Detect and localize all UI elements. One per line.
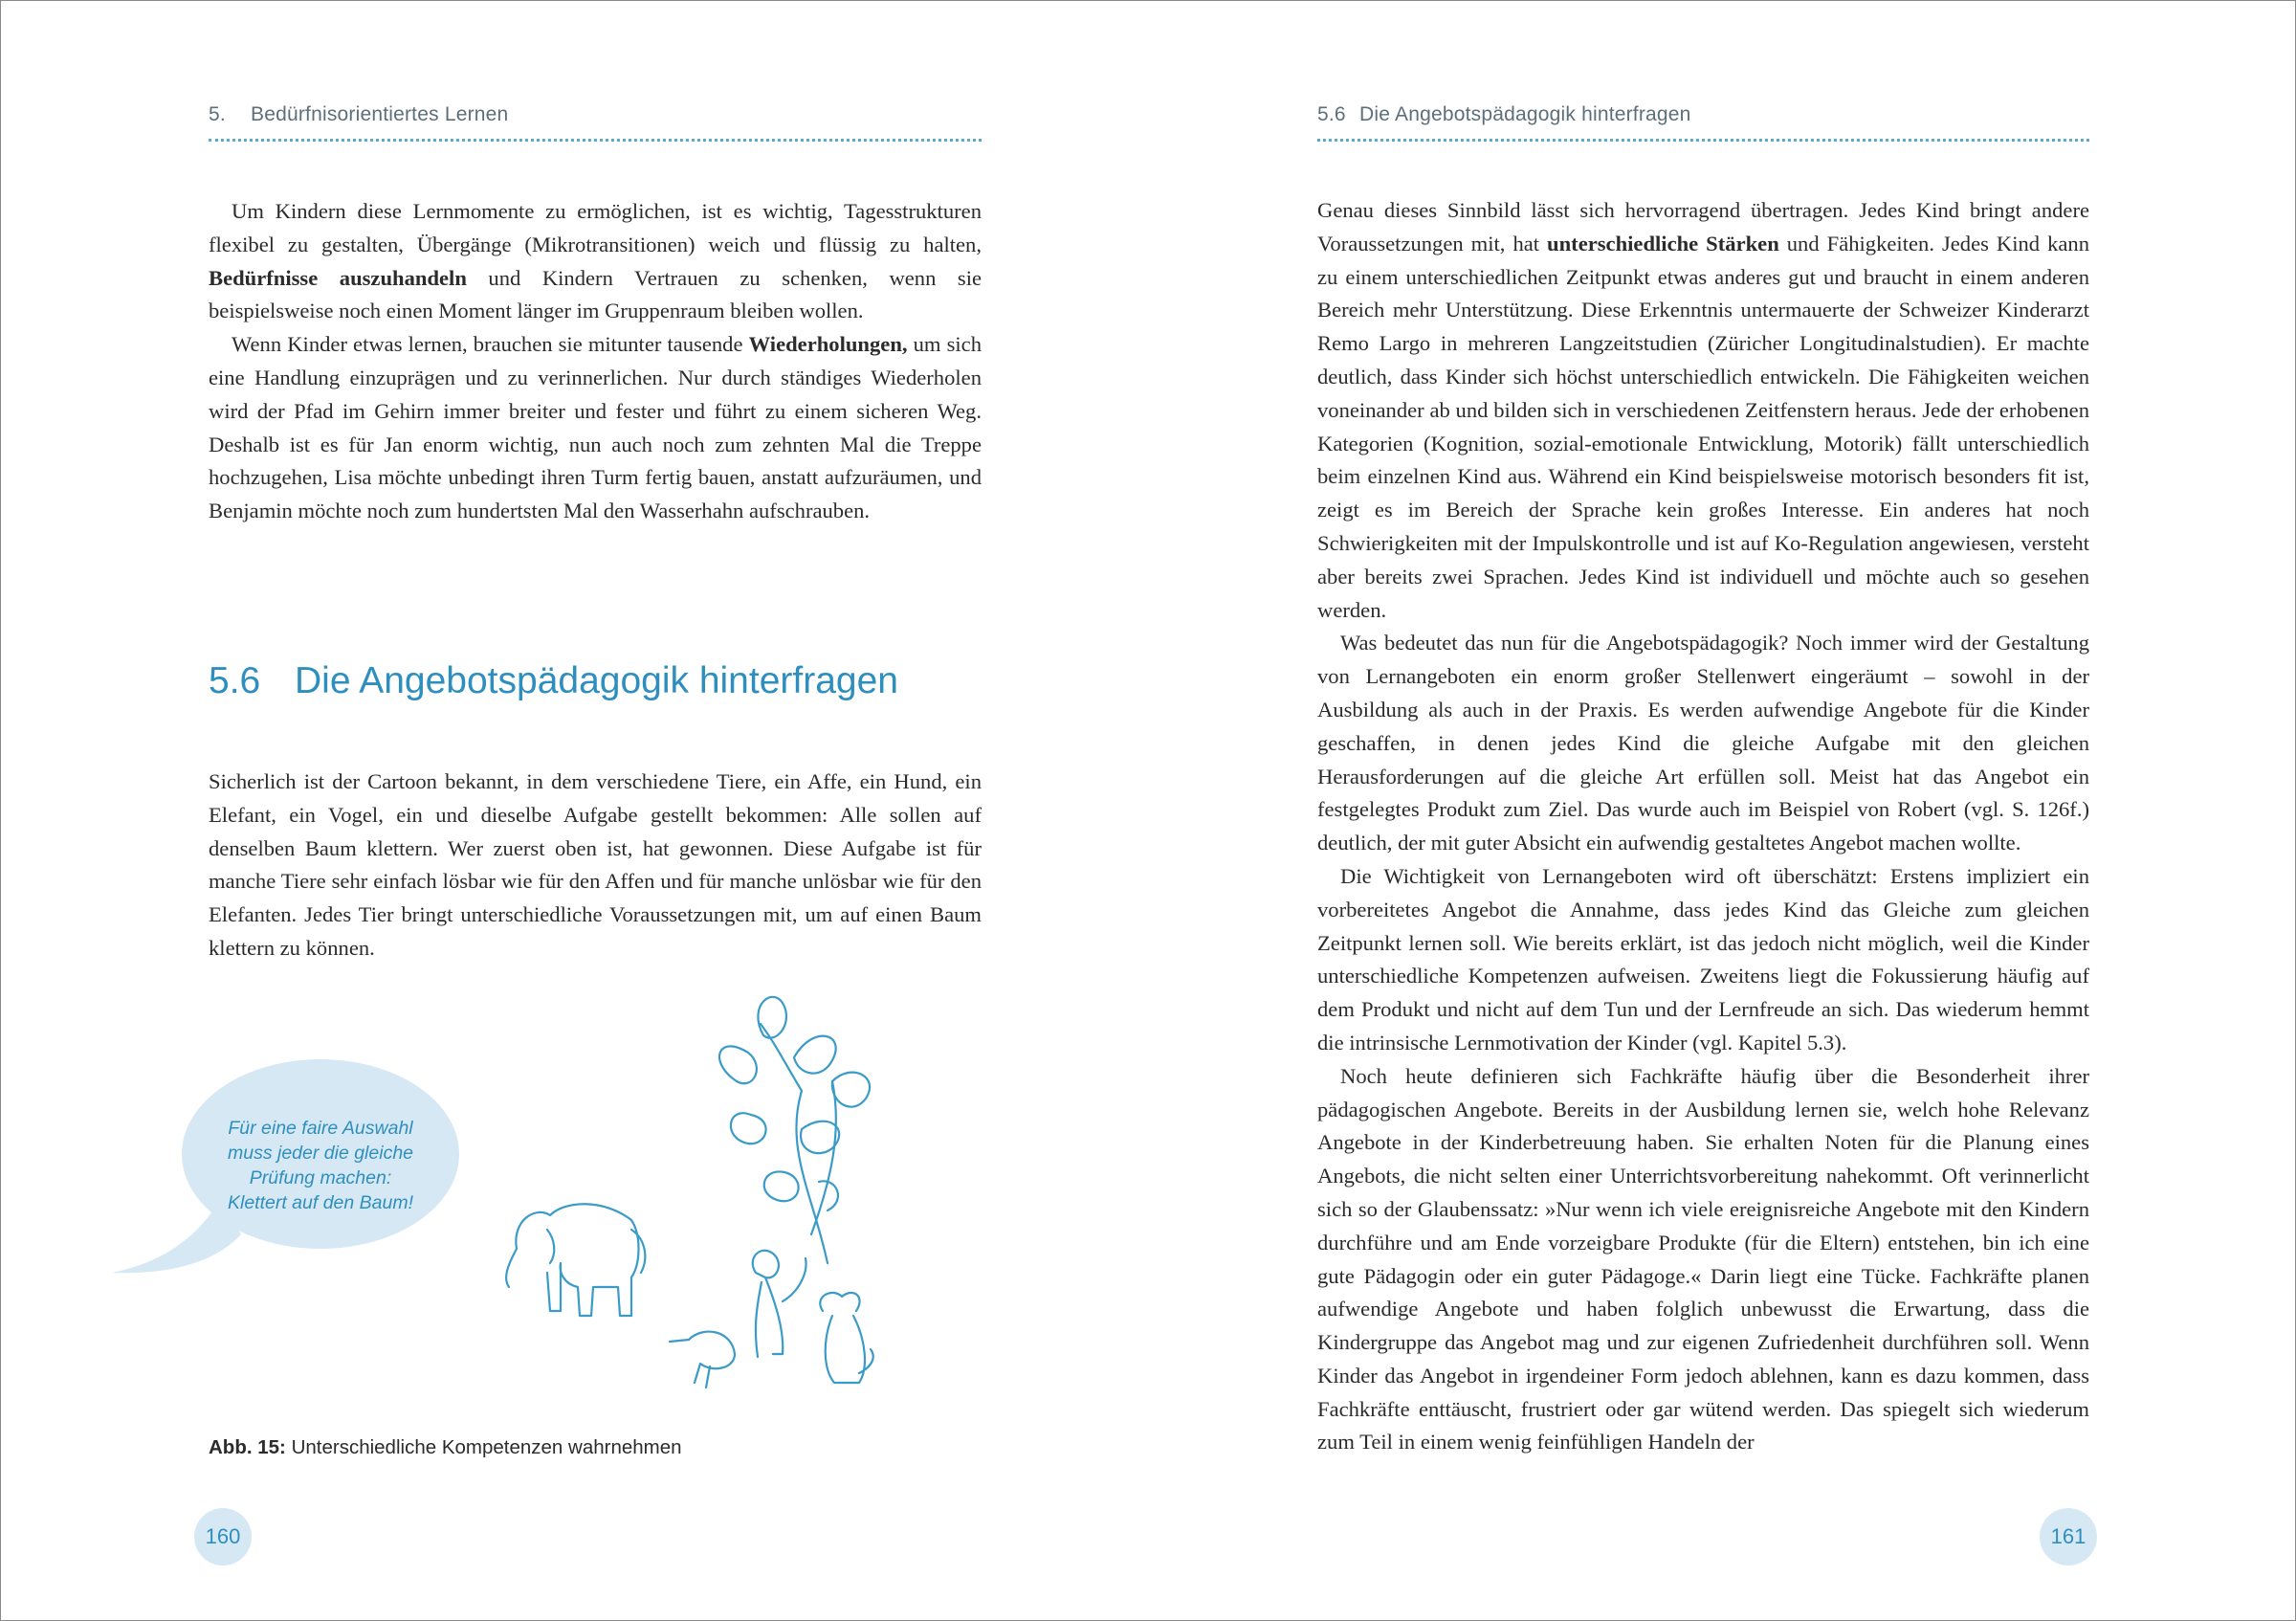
bold-term: unterschiedliche Stärken [1547, 231, 1779, 255]
speech-bubble-text [196, 1116, 445, 1215]
tree-animals-illustration [497, 986, 899, 1426]
page-number: 161 [2040, 1508, 2097, 1565]
text-run: um sich eine Handlung einzuprägen und zu verinnerlichen. Nur durch ständiges Wiederholen wird der Pfad im Gehirn immer breiter und fester und führt zu einem sicheren Weg. Deshalb ist es für Jan enorm wichtig, nun auch noch zum zehnten Mal die Treppe hochzugehen, Lisa möchte unbedingt ihren Turm fertig bauen, anstatt aufzuräumen, und Benjamin möchte noch zum hundertsten Mal den Wasserhahn aufschrauben. [209, 332, 982, 523]
bold-term: Bedürfnisse auszuhandeln [209, 265, 467, 290]
paragraph: Sicherlich ist der Cartoon bekannt, in dem verschiedene Tiere, ein Affe, ein Hund, ein Elefant, ein Vogel, ein und dieselbe Aufgabe gestellt bekommen: Alle sollen auf denselben Baum klettern. Wer zuerst oben ist, hat gewonnen. Diese Aufgabe ist für manche Tiere sehr einfach lösbar wie für den Affen und für manche unlösbar wie für den Elefanten. Jedes Tier bringt unterschiedliche Voraussetzungen mit, um auf einen Baum klettern zu können. [209, 769, 982, 960]
paragraph [209, 328, 982, 528]
section-text [209, 766, 982, 966]
bird-drawing [670, 1332, 735, 1388]
header-section-number: 5.6 [1317, 103, 1346, 125]
text-run: und Kindern Vertrauen zu schenken, wenn sie beispielsweise noch einen Moment länger im Gruppenraum bleiben wollen. [209, 265, 982, 323]
header-chapter-number: 5. [209, 103, 226, 125]
bubble-line: muss jeder die gleiche [227, 1143, 414, 1164]
paragraph: Was bedeutet das nun für die Angebotspädagogik? Noch immer wird der Gestaltung von Lernangeboten ein enorm großer Stellenwert eingeräumt – sowohl in der Ausbildung als auch in der Praxis. Es werden aufwendige Angebote für die Kinder geschaffen, in denen jedes Kind die gleiche Aufgabe mit den gleichen Herausforderungen auf die gleiche Art erfüllen soll. Meist hat das Angebot ein festgelegtes Produkt zum Ziel. Das wurde auch im Beispiel von Robert (vgl. S. 126f.) deutlich, der mit guter Absicht ein aufwendig gestaltetes Angebot machen wollte. [1317, 631, 2089, 855]
section-heading [209, 660, 898, 702]
right-page [1148, 0, 2296, 1621]
paragraph [1317, 194, 2089, 627]
paragraph: Die Wichtigkeit von Lernangeboten wird oft überschätzt: Erstens impliziert ein vorbereitetes Angebot die Annahme, dass jedes Kind das Gleiche zum gleichen Zeitpunkt lernen soll. Wie bereits erklärt, ist das jedoch nicht möglich, weil die Kinder unterschiedliche Kompetenzen aufweisen. Zweitens liegt die Fokussierung häufig auf dem Produkt und nicht auf dem Tun und der Lernfreude an sich. Das wiederum hemmt die intrinsische Lernmotivation der Kinder (vgl. Kapitel 5.3). [1317, 863, 2089, 1055]
header-chapter-title: Bedürfnisorientiertes Lernen [251, 103, 509, 125]
text-run: Wenn Kinder etwas lernen, brauchen sie mitunter tausende [232, 332, 749, 357]
tree-drawing [719, 997, 870, 1263]
text-run: und Fähigkeiten. Jedes Kind kann zu einem unterschiedlichen Zeitpunkt etwas anderes gut und braucht in einem anderen Bereich mehr Unterstützung. Diese Erkenntnis untermauerte der Schweizer Kinderarzt Remo Largo in mehreren Langzeitstudien (Züricher Longitudinalstudien). Er machte deutlich, dass Kinder sich höchst unterschiedlich entwickeln. Die Fähigkeiten weichen voneinander ab und bilden sich in verschiedenen Zeitfenstern heraus. Jede der erhobenen Kategorien (Kognition, sozial-emotionale Entwicklung, Motorik) fällt unterschiedlich beim einzelnen Kind aus. Während ein Kind beispielsweise motorisch besonders fit ist, zeigt es im Bereich der Sprache kein großes Interesse. Ein anderes hat noch Schwierigkeiten mit der Impulskontrolle und ist auf Ko-Regulation angewiesen, versteht aber bereits zwei Sprachen. Jedes Kind ist individuell und möchte auch so gesehen werden. [1317, 231, 2089, 622]
page-number: 160 [194, 1508, 252, 1565]
text-run: Genau dieses Sinnbild lässt sich hervorragend übertragen. Jedes Kind bringt andere Voraussetzungen mit, hat [1317, 198, 2089, 255]
section-title: Die Angebotspädagogik hinterfragen [295, 660, 898, 701]
bubble-line: Für eine faire Auswahl [228, 1118, 413, 1139]
paragraph: Noch heute definieren sich Fachkräfte häufig über die Besonderheit ihrer pädagogischen Angebote. Bereits in der Ausbildung lernen sie, welch hohe Relevanz Angebote in der Kinderbetreuung haben. Sie erhalten Noten für die Planung eines Angebots, die nicht selten einer Unterrichtsvorbereitung nahekommt. Oft verinnerlicht sich so der Glaubenssatz: »Nur wenn ich viele ereignisreiche Angebote mit den Kindern durchführe und am Ende vorzeigbare Produkte (für die Eltern) entstehen, bin ich eine gute Pädagogin oder ein guter Pädagoge.« Darin liegt eine Tücke. Fachkräfte planen aufwendige Angebote und haben folglich unbewusst die Erwartung, dass die Kindergruppe das Angebot mag und zur eigenen Zufriedenheit durchführen soll. Wenn Kinder das Angebot in irgendeiner Form jedoch ablehnen, kann es dazu kommen, dass Fachkräfte enttäuscht, frustriert oder gar wütend werden. Das spiegelt sich wiederum zum Teil in einem wenig feinfühligen Handeln der [1317, 1063, 2089, 1454]
dog-drawing [820, 1293, 872, 1383]
bubble-line: Prüfung machen: [249, 1167, 392, 1188]
running-header-right [1317, 103, 2089, 142]
section-number: 5.6 [209, 660, 261, 701]
bubble-line: Klettert auf den Baum! [227, 1192, 414, 1213]
intro-text [209, 195, 982, 528]
text-run: Um Kindern diese Lernmomente zu ermöglichen, ist es wichtig, Tagesstrukturen flexibel zu gestalten, Übergänge (Mikrotransitionen) weich und flüssig zu halten, [209, 199, 982, 256]
elephant-drawing [506, 1204, 645, 1316]
monkey-drawing [753, 1251, 806, 1357]
bold-term: Wiederholungen, [748, 332, 908, 357]
header-section-title: Die Angebotspädagogik hinterfragen [1359, 103, 1691, 125]
caption-label: Abb. 15: [209, 1436, 286, 1458]
caption-text: Unterschiedliche Kompetenzen wahrnehmen [285, 1436, 682, 1458]
body-text [1317, 194, 2089, 1459]
figure-caption [209, 1436, 682, 1459]
running-header-left [209, 103, 982, 142]
paragraph [209, 195, 982, 328]
